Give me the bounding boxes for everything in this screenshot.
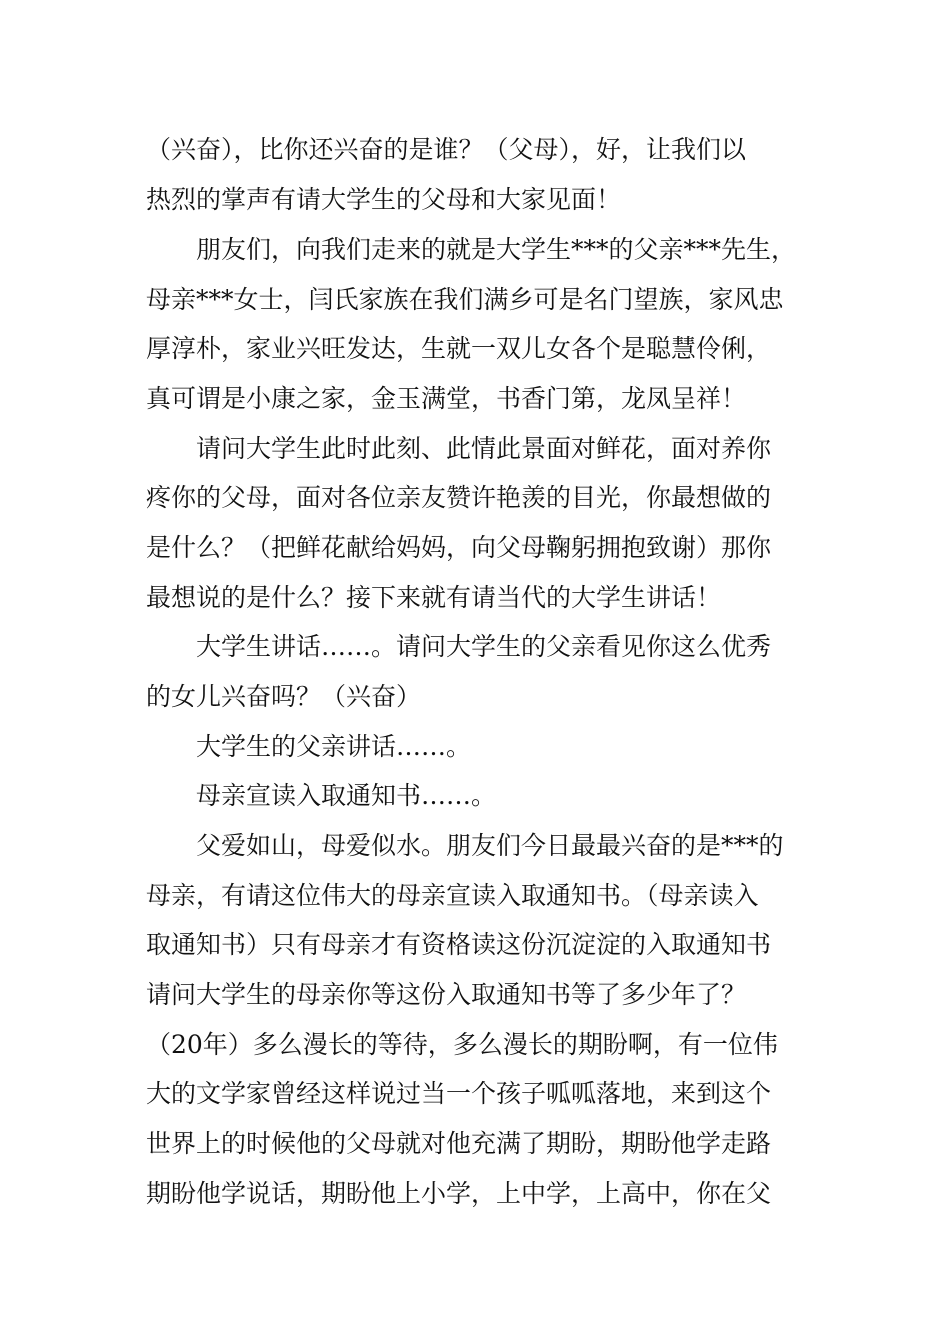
- text-line: 母亲宣读入取通知书……。: [196, 781, 497, 810]
- text-line: 真可谓是小康之家，金玉满堂，书香门第，龙凤呈祥！: [146, 384, 747, 413]
- text-line: 疼你的父母，面对各位亲友赞许艳羡的目光，你最想做的: [146, 483, 772, 512]
- text-line: 母亲***女士，闫氏家族在我们满乡可是名门望族，家风忠: [146, 285, 784, 314]
- text-line: 取通知书）只有母亲才有资格读这份沉淀淀的入取通知书: [146, 930, 772, 959]
- text-line: 朋友们，向我们走来的就是大学生***的父亲***先生，: [196, 235, 797, 264]
- text-line: 最想说的是什么？接下来就有请当代的大学生讲话！: [146, 583, 722, 612]
- text-line: 请问大学生此时此刻、此情此景面对鲜花，面对养你: [196, 434, 772, 463]
- text-line: 世界上的时候他的父母就对他充满了期盼，期盼他学走路: [146, 1129, 772, 1158]
- text-line: 大学生讲话……。请问大学生的父亲看见你这么优秀: [196, 632, 772, 661]
- text-line: （20年）多么漫长的等待，多么漫长的期盼啊，有一位伟: [146, 1030, 778, 1059]
- text-line: 请问大学生的母亲你等这份入取通知书等了多少年了？: [146, 980, 747, 1009]
- text-line: 大学生的父亲讲话……。: [196, 732, 472, 761]
- text-line: 的女儿兴奋吗？（兴奋）: [146, 682, 422, 711]
- text-line: 母亲，有请这位伟大的母亲宣读入取通知书。（母亲读入: [146, 881, 759, 910]
- text-line: （兴奋），比你还兴奋的是谁？（父母），好，让我们以: [146, 135, 747, 164]
- text-line: 是什么？（把鲜花献给妈妈，向父母鞠躬拥抱致谢）那你: [146, 533, 772, 562]
- text-line: 厚淳朴，家业兴旺发达，生就一双儿女各个是聪慧伶俐，: [146, 334, 772, 363]
- text-line: 热烈的掌声有请大学生的父母和大家见面！: [146, 185, 622, 214]
- text-line: 大的文学家曾经这样说过当一个孩子呱呱落地，来到这个: [146, 1079, 772, 1108]
- text-line: 期盼他学说话，期盼他上小学，上中学，上高中，你在父: [146, 1179, 772, 1208]
- text-line: 父爱如山，母爱似水。朋友们今日最最兴奋的是***的: [196, 831, 784, 860]
